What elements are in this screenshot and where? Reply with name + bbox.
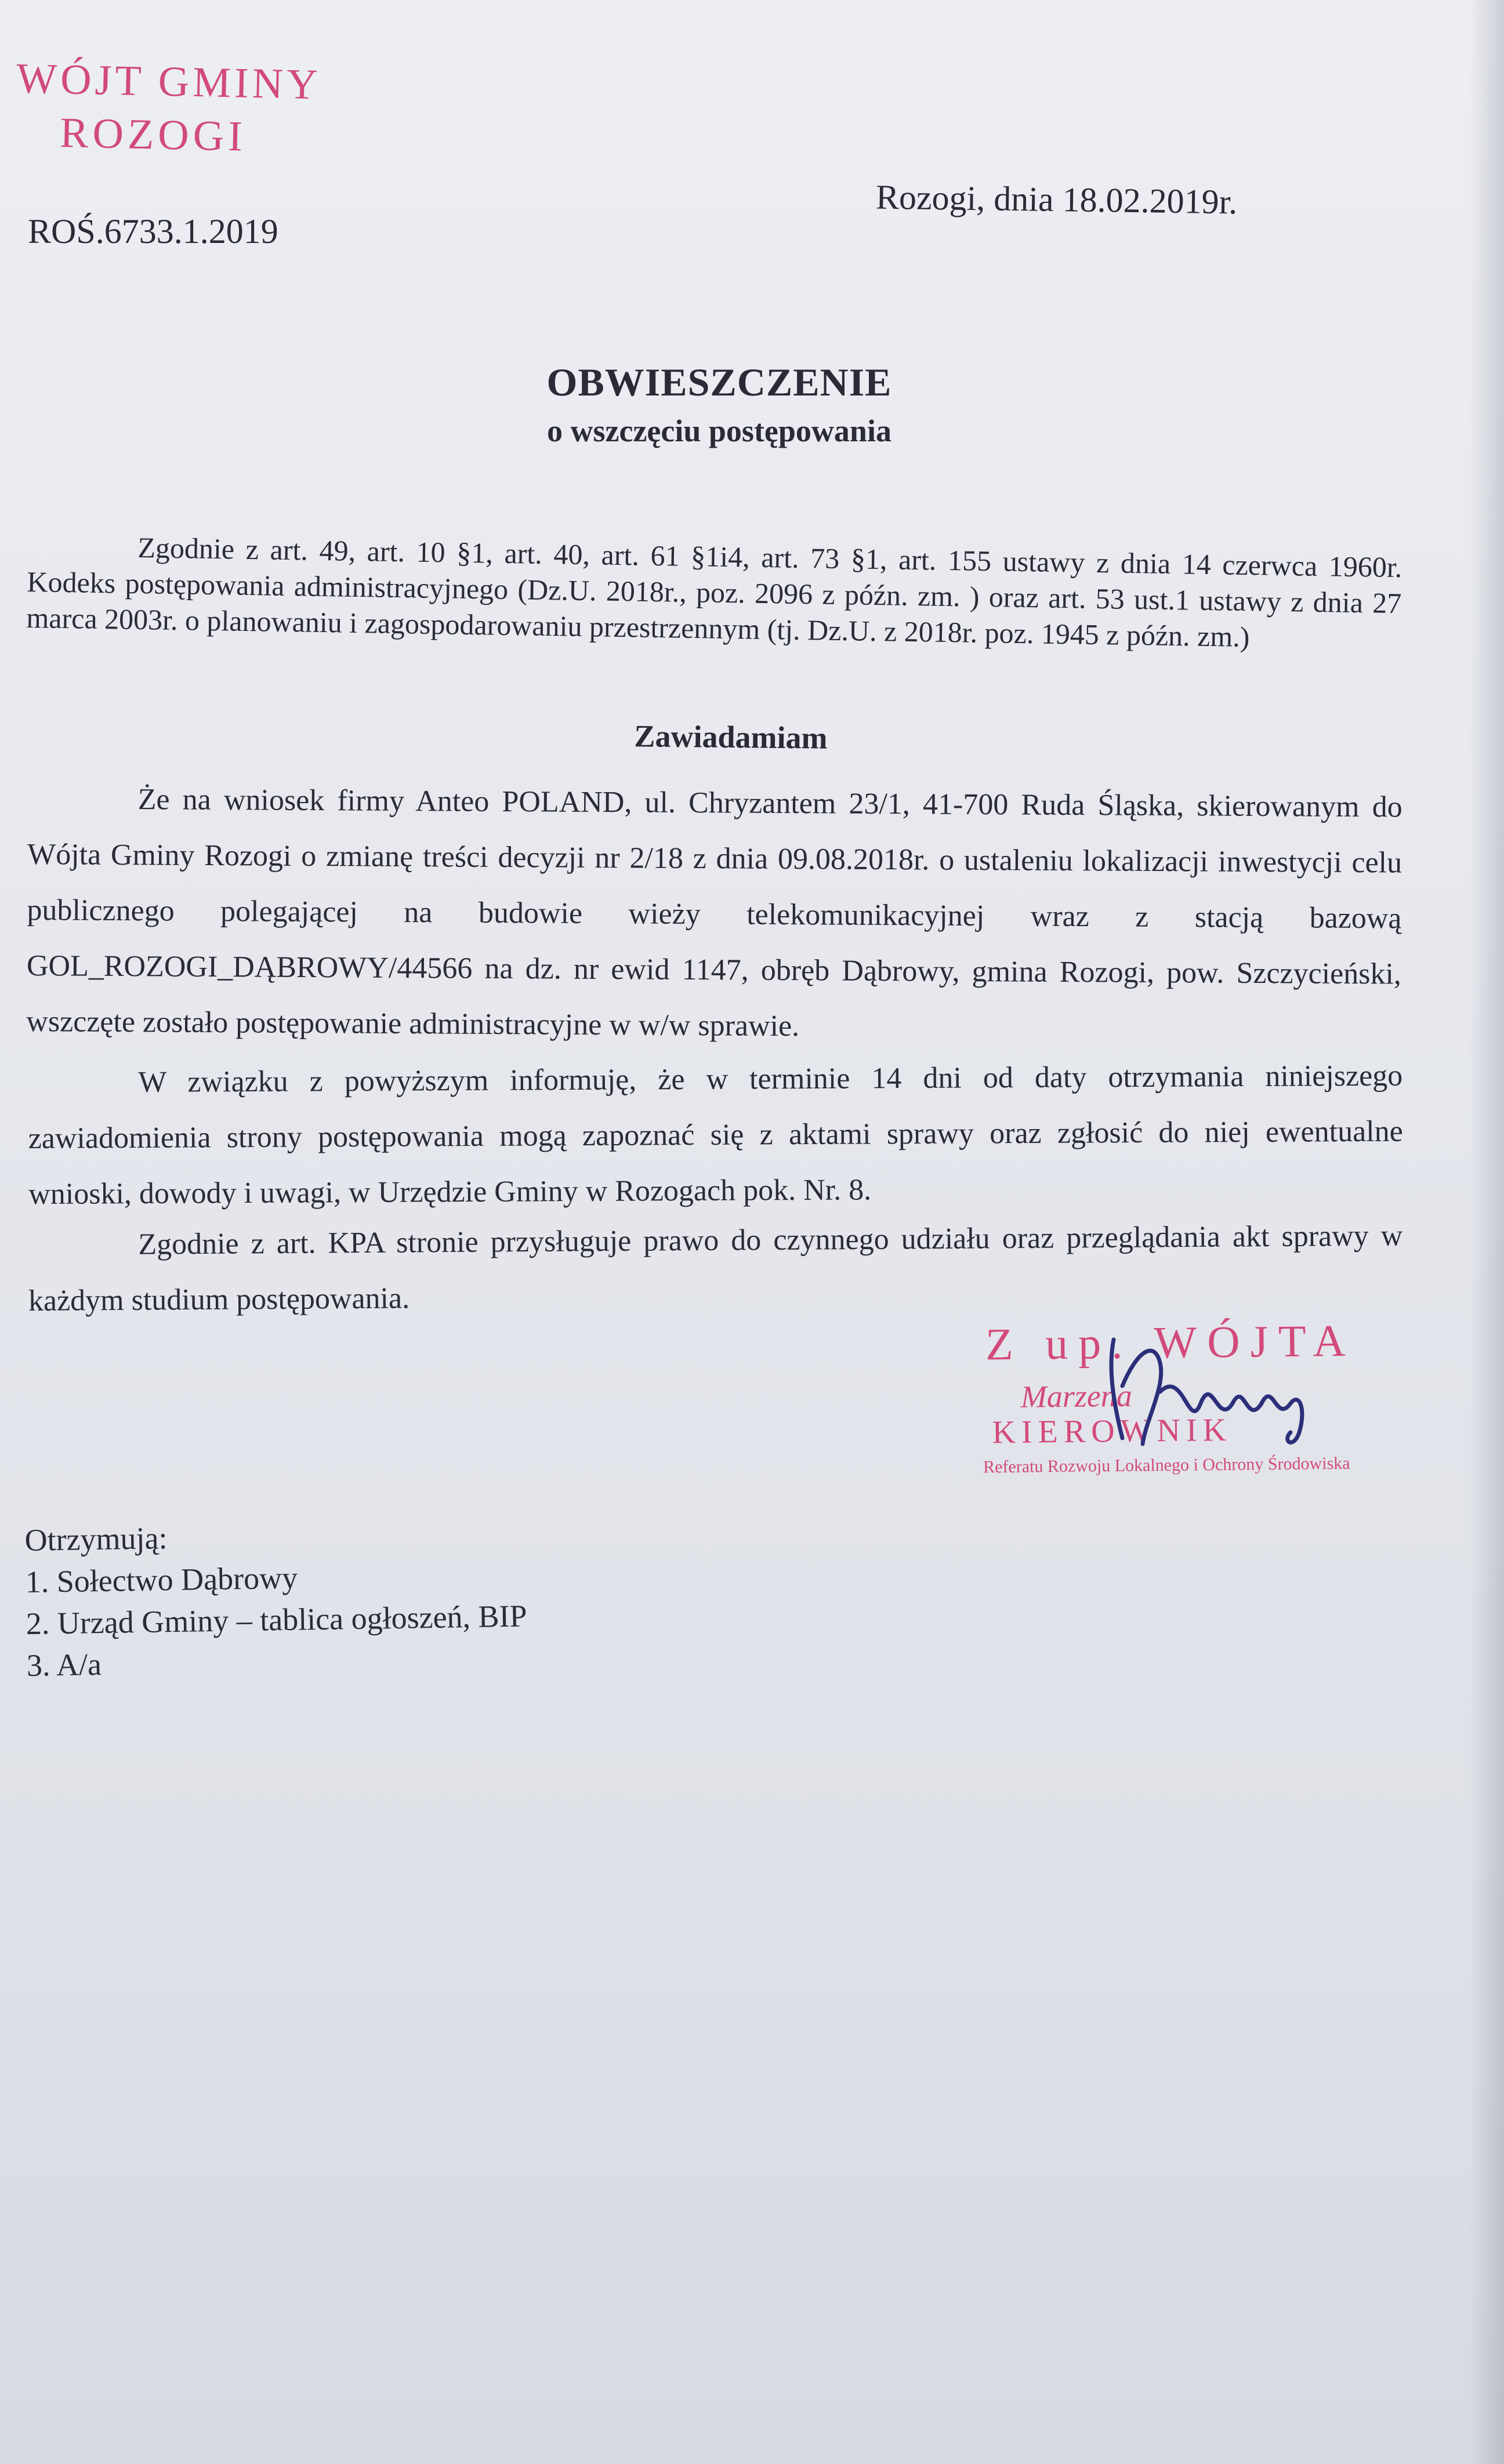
document-date: Rozogi, dnia 18.02.2019r. [875,177,1238,222]
legal-basis-paragraph: Zgodnie z art. 49, art. 10 §1, art. 40, art. 61 §1i4, art. 73 §1, art. 155 ustawy z dnia 14 czerwca 1960r. Kodeks postępowania administracyjnego (Dz.U. 2018r., poz. 2096 z późn. zm. ) oraz art. 53 ust.1 ustawy z dnia 27 marca 2003r. o planowaniu i zagospodarowaniu przestrzennym (tj. Dz.U. z 2018r. poz. 1945 z późn. zm.) [26,531,1402,654]
signature-stamp-line-3: KIEROWNIK [992,1411,1233,1451]
notice-paragraph-3: Zgodnie z art. KPA stronie przysługuje prawo do czynnego udziału oraz przeglądania akt sprawy w każdym studium postępowania. [28,1219,1403,1318]
document-subtitle: o wszczęciu postępowania [547,413,891,448]
list-item: 3. A/a [26,1646,102,1683]
recipients-list [24,1511,528,1686]
notice-paragraph-1: Że na wniosek firmy Anteo POLAND, ul. Chryzantem 23/1, 41-700 Ruda Śląska, skierowanym do Wójta Gminy Rozogi o zmianę treści decyzji nr 2/18 z dnia 09.08.2018r. o ustaleniu lokalizacji inwestycji celu publicznego polegającej na budowie wieży telekomunikacyjnej wraz z stacją bazową GOL_ROZOGI_DĄBROWY/44566 na dz. nr ewid 1147, obręb Dąbrowy, gmina Rozogi, pow. Szczycieński, wszczęte zostało postępowanie administracyjne w w/w sprawie. [26,783,1402,1043]
list-item: 2. Urząd Gminy – tablica ogłoszeń, BIP [26,1598,528,1641]
signature-stamp-line-1: Z up. WÓJTA [985,1315,1357,1370]
notice-paragraph-2: W związku z powyższym informuję, że w terminie 14 dni od daty otrzymania niniejszego zawiadomienia strony postępowania mogą zapoznać się z aktami sprawy oraz zgłosić do niej ewentualne wnioski, dowody i uwagi, w Urzędzie Gminy w Rozogach pok. Nr. 8. [28,1059,1403,1211]
notice-heading: Zawiadamiam [634,718,828,756]
stamp-line-2: ROZOGI [59,109,247,161]
document-title: OBWIESZCZENIE [546,360,892,404]
recipients-label: Otrzymują: [24,1521,168,1558]
signature-stamp-line-2: Marzena [1020,1378,1133,1414]
handwritten-signature [1090,1316,1334,1467]
signature-stamp-line-4: Referatu Rozwoju Lokalnego i Ochrony Środowiska [983,1453,1350,1477]
office-stamp [0,52,338,165]
page-edge-shadow [1469,0,1504,2464]
list-item: 1. Sołectwo Dąbrowy [25,1560,298,1599]
stamp-line-1: WÓJT GMINY [16,55,322,109]
reference-number: ROŚ.6733.1.2019 [28,212,278,251]
